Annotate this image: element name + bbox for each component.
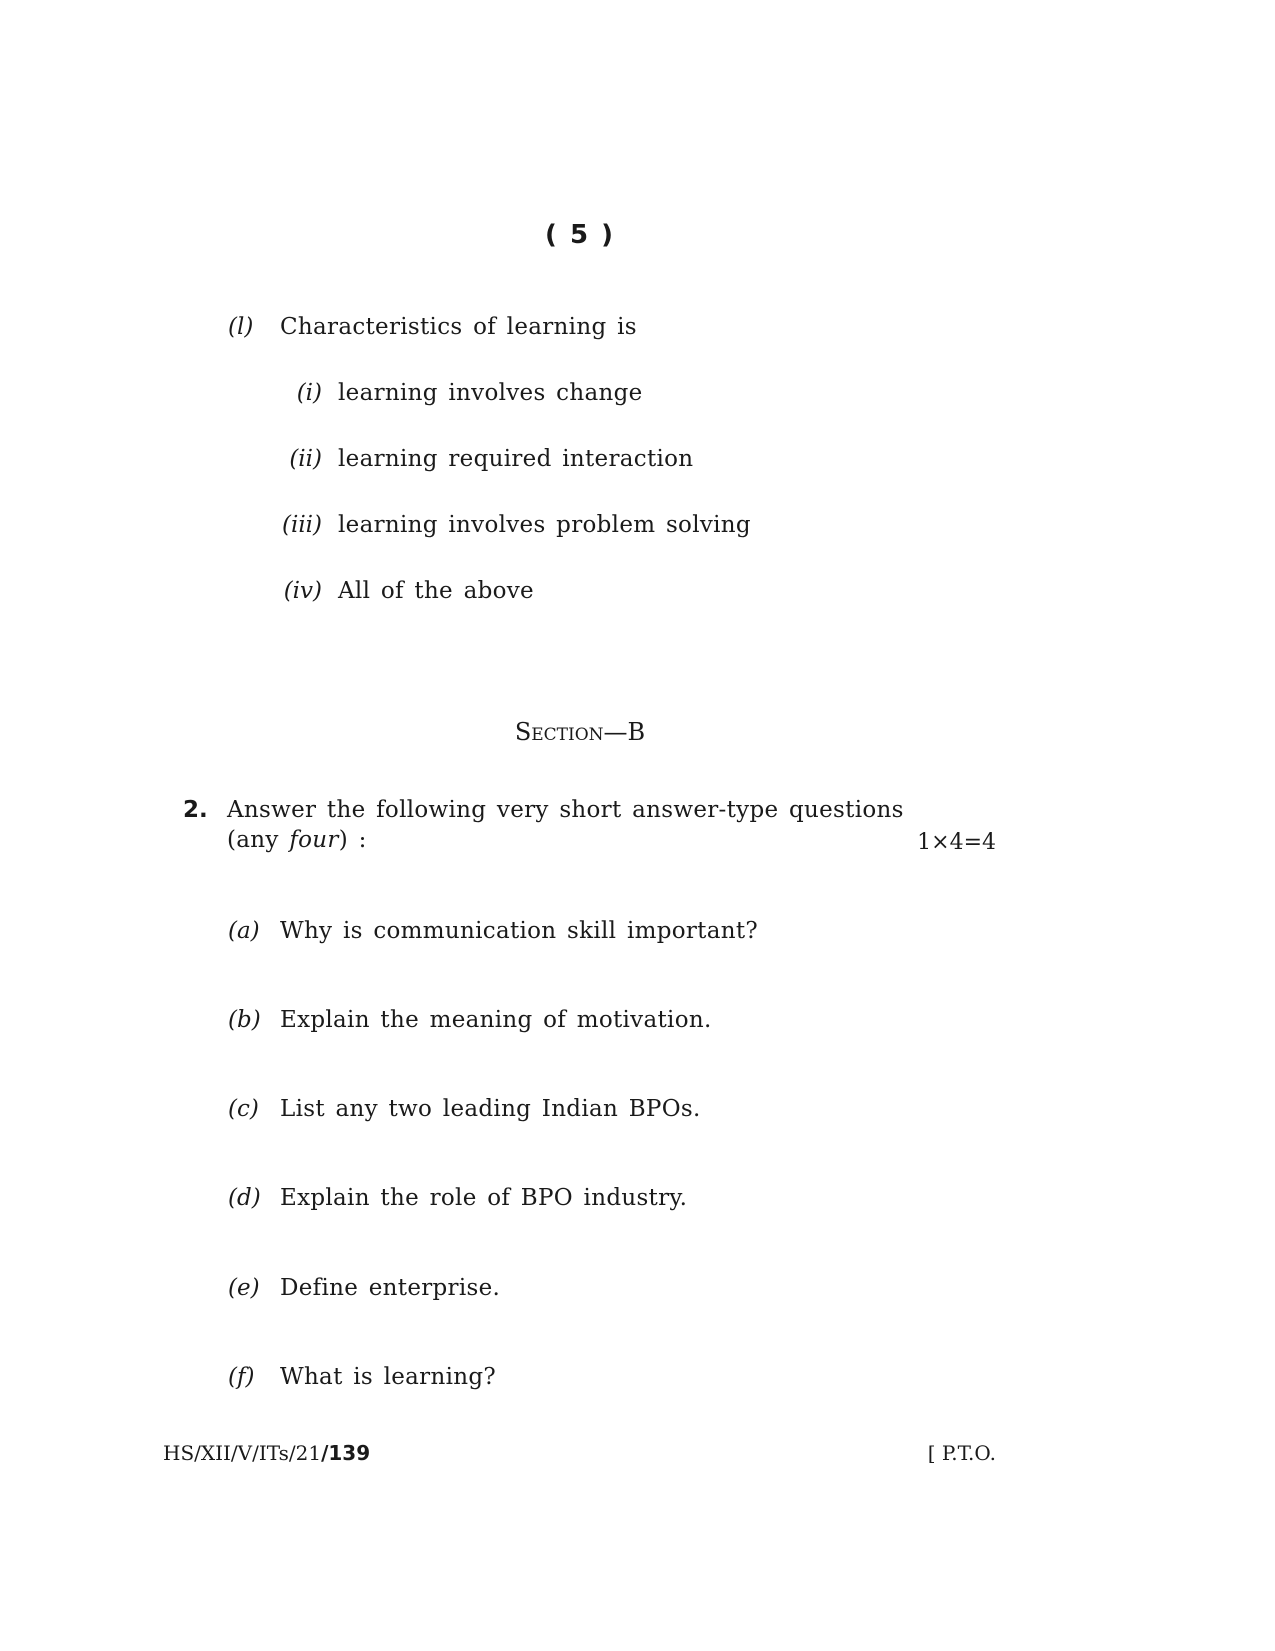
question-l-label: (l)	[228, 314, 254, 340]
subquestion-a-text: Why is communication skill important?	[280, 918, 759, 944]
option-iii-text: learning involves problem solving	[338, 512, 751, 538]
paper-code	[163, 1441, 370, 1465]
question-2-instruction-line2	[227, 827, 367, 853]
option-i-label: (i)	[296, 380, 322, 406]
page-number: ( 5 )	[545, 220, 615, 250]
instruction-suffix: ) :	[338, 827, 367, 853]
subquestion-c-label: (c)	[228, 1096, 259, 1122]
pto-marker: [ P.T.O.	[927, 1441, 996, 1465]
option-iv-text: All of the above	[338, 578, 534, 604]
instruction-emphasis: four	[289, 827, 339, 853]
subquestion-b-text: Explain the meaning of motivation.	[280, 1007, 712, 1033]
subquestion-e-label: (e)	[228, 1275, 260, 1301]
question-2-instruction-line1: Answer the following very short answer-type questions	[227, 797, 904, 823]
paper-code-number: /139	[321, 1441, 371, 1465]
subquestion-f-text: What is learning?	[280, 1364, 496, 1390]
section-heading: Section—B	[514, 718, 646, 746]
subquestion-d-label: (d)	[228, 1185, 261, 1211]
subquestion-c-text: List any two leading Indian BPOs.	[280, 1096, 701, 1122]
option-i-text: learning involves change	[338, 380, 643, 406]
subquestion-d-text: Explain the role of BPO industry.	[280, 1185, 688, 1211]
question-2-number: 2.	[183, 797, 208, 823]
subquestion-f-label: (f)	[228, 1364, 255, 1390]
question-l-text: Characteristics of learning is	[280, 314, 637, 340]
paper-code-prefix: HS/XII/V/ITs/21	[163, 1441, 322, 1465]
subquestion-a-label: (a)	[228, 918, 260, 944]
option-ii-label: (ii)	[289, 446, 322, 472]
subquestion-e-text: Define enterprise.	[280, 1275, 501, 1301]
option-iii-label: (iii)	[281, 512, 322, 538]
instruction-prefix: (any	[227, 827, 290, 853]
marks-allocation: 1×4=4	[917, 830, 996, 855]
option-ii-text: learning required interaction	[338, 446, 694, 472]
subquestion-b-label: (b)	[228, 1007, 261, 1033]
option-iv-label: (iv)	[283, 578, 322, 604]
